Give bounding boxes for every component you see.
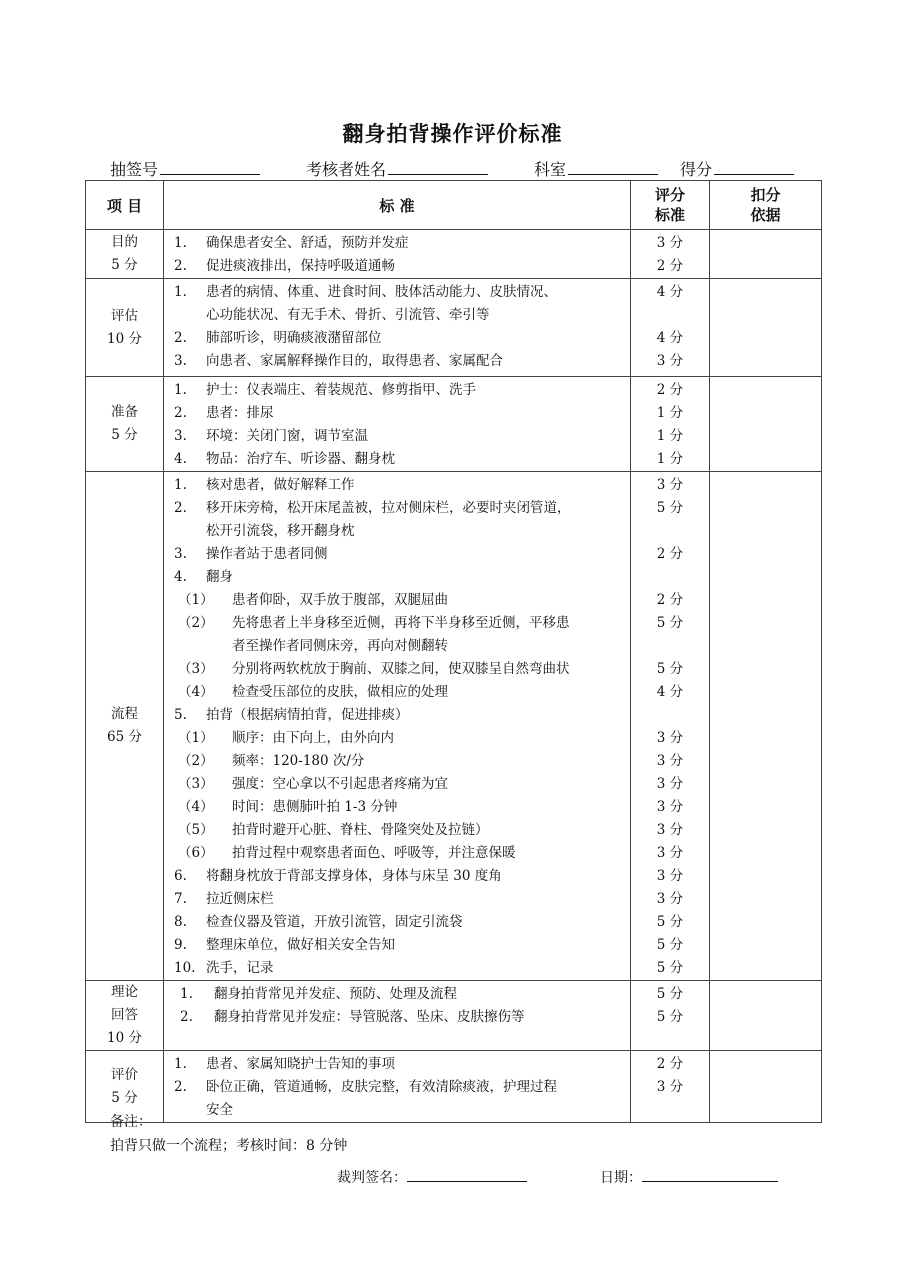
- standard-line: [164, 681, 630, 704]
- score-value: 3 分: [656, 845, 684, 861]
- standard-line: [164, 589, 630, 612]
- draw-number-field[interactable]: [110, 157, 260, 180]
- score-label: 得分: [680, 160, 713, 179]
- standard-number: （2）: [178, 753, 214, 769]
- header-score-standard-line2: 标准: [654, 206, 685, 224]
- standard-line: [164, 1099, 630, 1122]
- standard-number: 2.: [174, 405, 187, 421]
- section-name-cell: [86, 279, 164, 377]
- standard-number: （5）: [178, 822, 214, 838]
- standard-text: 检查仪器及管道，开放引流管，固定引流袋: [206, 914, 463, 930]
- standard-line: [164, 497, 630, 520]
- standard-number: 1.: [174, 284, 187, 300]
- date-field[interactable]: [600, 1167, 778, 1187]
- section-scores-cell: [631, 230, 710, 279]
- score-value: 5 分: [656, 661, 684, 677]
- standard-text: 整理床单位，做好相关安全告知: [206, 937, 395, 953]
- score-value: 5 分: [656, 1009, 684, 1025]
- standard-line: [164, 379, 630, 402]
- standard-text: 翻身拍背常见并发症：导管脱落、坠床、皮肤擦伤等: [214, 1009, 525, 1025]
- section-row: [86, 279, 822, 377]
- standard-number: 7.: [174, 891, 187, 907]
- section-standards-cell: [164, 377, 631, 472]
- score-value: 3 分: [656, 799, 684, 815]
- score-value: 4 分: [656, 330, 684, 346]
- standard-text: 核对患者，做好解释工作: [206, 477, 355, 493]
- standard-number: 1.: [180, 986, 193, 1002]
- section-scores-cell: [631, 279, 710, 377]
- standard-line: [164, 425, 630, 448]
- standard-line: [164, 796, 630, 819]
- standard-text: 患者：排尿: [206, 405, 274, 421]
- score-value: 5 分: [656, 960, 684, 976]
- section-scores-cell: [631, 981, 710, 1051]
- standard-number: （6）: [178, 845, 214, 861]
- standard-text: 将翻身枕放于背部支撑身体，身体与床呈 30 度角: [206, 868, 502, 884]
- judge-signature-label: 裁判签名：: [337, 1170, 407, 1186]
- score-value: [631, 635, 709, 658]
- section-scores-cell: [631, 1051, 710, 1123]
- section-name: 目的: [111, 234, 138, 250]
- standard-text: 护士：仪表端庄、着装规范、修剪指甲、洗手: [206, 382, 476, 398]
- section-name-cell: [86, 981, 164, 1051]
- header-deduction-basis: [710, 181, 822, 230]
- score-value: 2 分: [656, 546, 684, 562]
- standard-line: [164, 350, 630, 373]
- deduction-cell[interactable]: [710, 279, 822, 377]
- standard-line: [164, 566, 630, 589]
- header-score-standard-line1: 评分: [654, 186, 685, 204]
- standard-text: 拉近侧床栏: [206, 891, 274, 907]
- standard-line: [164, 543, 630, 566]
- score-value: 2 分: [656, 1056, 684, 1072]
- date-label: 日期：: [600, 1170, 642, 1186]
- section-row: [86, 981, 822, 1051]
- score-value: 3 分: [656, 353, 684, 369]
- standard-line: [164, 1006, 630, 1029]
- standard-line: [164, 658, 630, 681]
- standard-line: [164, 934, 630, 957]
- score-field[interactable]: [680, 157, 794, 180]
- score-value: 5 分: [656, 500, 684, 516]
- standard-text: 患者仰卧，双手放于腹部，双腿屈曲: [232, 592, 448, 608]
- evaluation-table: [85, 180, 822, 1123]
- department-label: 科室: [534, 160, 567, 179]
- examiner-name-blank[interactable]: [388, 158, 488, 175]
- standard-number: 10.: [174, 960, 196, 976]
- judge-signature-blank[interactable]: [407, 1169, 527, 1182]
- section-points: 65 分: [107, 729, 142, 745]
- department-blank[interactable]: [568, 158, 658, 175]
- examiner-name-label: 考核者姓名: [306, 160, 387, 179]
- header-standard: 标 准: [164, 181, 631, 230]
- section-name-cell: [86, 230, 164, 279]
- standard-line: [164, 327, 630, 350]
- section-name: 评价: [111, 1066, 138, 1083]
- standard-number: 9.: [174, 937, 187, 953]
- score-value: 3 分: [656, 477, 684, 493]
- section-points: 5 分: [111, 257, 138, 273]
- score-value: 4 分: [656, 684, 684, 700]
- standard-line: [164, 520, 630, 543]
- score-value: 3 分: [656, 1079, 684, 1095]
- section-row: [86, 230, 822, 279]
- standard-text: 时间：患侧肺叶拍 1-3 分钟: [232, 799, 398, 815]
- deduction-cell[interactable]: [710, 1051, 822, 1123]
- standard-number: 2.: [174, 258, 187, 274]
- standard-text: 移开床旁椅，松开床尾盖被，拉对侧床栏，必要时夹闭管道，: [206, 500, 571, 516]
- draw-number-blank[interactable]: [160, 158, 260, 175]
- standard-line: [164, 304, 630, 327]
- score-value: 5 分: [656, 937, 684, 953]
- deduction-cell[interactable]: [710, 377, 822, 472]
- standard-line: [164, 1053, 630, 1076]
- standard-line: [164, 704, 630, 727]
- section-name-cell: [86, 472, 164, 981]
- section-name-line2: 回答: [111, 1007, 138, 1023]
- section-standards-cell: [164, 1051, 631, 1123]
- standard-line: [164, 474, 630, 497]
- standard-number: （4）: [178, 684, 214, 700]
- standard-text: 安全: [206, 1102, 233, 1118]
- standard-number: 3.: [174, 428, 187, 444]
- score-value: 4 分: [656, 284, 684, 300]
- section-scores-cell: [631, 377, 710, 472]
- standard-line: [164, 842, 630, 865]
- standard-text: 拍背（根据病情拍背，促进排痰）: [206, 707, 409, 723]
- section-standards-cell: [164, 230, 631, 279]
- section-name: 流程: [111, 706, 138, 722]
- judge-signature[interactable]: [337, 1167, 527, 1187]
- standard-text: 者至操作者同侧床旁，再向对侧翻转: [232, 638, 448, 654]
- score-value: 3 分: [656, 776, 684, 792]
- standard-text: 操作者站于患者同侧: [206, 546, 328, 562]
- page-title: 翻身拍背操作评价标准: [342, 122, 563, 146]
- deduction-cell[interactable]: [710, 230, 822, 279]
- standard-number: 1.: [174, 382, 187, 398]
- score-value: 1 分: [656, 428, 684, 444]
- standard-line: [164, 983, 630, 1006]
- score-value: 1 分: [656, 451, 684, 467]
- standard-number: 2.: [174, 1079, 187, 1095]
- header-item: 项 目: [86, 181, 164, 230]
- examiner-name-field[interactable]: [306, 157, 488, 180]
- score-value: 5 分: [656, 986, 684, 1002]
- section-points: 10 分: [107, 330, 142, 347]
- draw-number-label: 抽签号: [110, 160, 159, 179]
- standard-number: （3）: [178, 661, 214, 677]
- score-value: 3 分: [656, 822, 684, 838]
- standard-text: 强度：空心拿以不引起患者疼痛为宜: [232, 776, 448, 792]
- notes-text: 拍背只做一个流程；考核时间：8 分钟: [110, 1138, 348, 1154]
- section-row: [86, 1051, 822, 1123]
- section-row: [86, 472, 822, 981]
- standard-text: 拍背过程中观察患者面色、呼吸等，并注意保暖: [232, 845, 516, 861]
- section-points: 5 分: [111, 1089, 138, 1106]
- section-scores-cell: [631, 472, 710, 981]
- standard-line: [164, 612, 630, 635]
- standard-text: 患者的病情、体重、进食时间、肢体活动能力、皮肤情况、: [206, 284, 557, 300]
- standard-number: （4）: [178, 799, 214, 815]
- score-value: 3 分: [656, 730, 684, 746]
- standard-line: [164, 750, 630, 773]
- header-deduction-line2: 依据: [750, 206, 781, 224]
- notes-label: 备注：: [110, 1114, 152, 1130]
- score-value: 3 分: [656, 891, 684, 907]
- standard-text: 确保患者安全、舒适，预防并发症: [206, 235, 409, 251]
- standard-number: 1.: [174, 1056, 187, 1072]
- deduction-cell[interactable]: [710, 981, 822, 1051]
- score-value: 5 分: [656, 615, 684, 631]
- score-value: 3 分: [656, 753, 684, 769]
- standard-text: 顺序：由下向上，由外向内: [232, 730, 394, 746]
- standard-line: [164, 255, 630, 278]
- standard-text: 促进痰液排出，保持呼吸道通畅: [206, 258, 395, 274]
- standard-number: （2）: [178, 615, 214, 631]
- section-name-cell: [86, 377, 164, 472]
- standard-text: 分别将两软枕放于胸前、双膝之间，使双膝呈自然弯曲状: [232, 661, 570, 677]
- score-value: 2 分: [656, 382, 684, 398]
- standard-text: 翻身拍背常见并发症、预防、处理及流程: [214, 986, 457, 1002]
- standard-text: 肺部听诊，明确痰液潴留部位: [206, 330, 382, 346]
- standard-line: [164, 819, 630, 842]
- standard-number: 2.: [180, 1009, 193, 1025]
- standard-line: [164, 727, 630, 750]
- score-value: [631, 1099, 709, 1122]
- standard-line: [164, 888, 630, 911]
- standard-text: 洗手，记录: [206, 960, 274, 976]
- standard-text: 卧位正确，管道通畅，皮肤完整，有效清除痰液，护理过程: [206, 1079, 557, 1095]
- date-blank[interactable]: [642, 1169, 778, 1182]
- section-standards-cell: [164, 472, 631, 981]
- standard-line: [164, 635, 630, 658]
- score-value: 1 分: [656, 405, 684, 421]
- section-standards-cell: [164, 981, 631, 1051]
- section-name: 评估: [111, 307, 138, 324]
- standard-line: [164, 402, 630, 425]
- score-value: [631, 304, 709, 327]
- standard-line: [164, 448, 630, 471]
- score-value: 5 分: [656, 914, 684, 930]
- standard-number: 4.: [174, 569, 187, 585]
- section-points: 10 分: [107, 1030, 142, 1046]
- standard-text: 检查受压部位的皮肤，做相应的处理: [232, 684, 448, 700]
- standard-number: 1.: [174, 235, 187, 251]
- standard-number: （1）: [178, 730, 214, 746]
- standard-text: 心功能状况、有无手术、骨折、引流管、牵引等: [206, 307, 490, 323]
- standard-line: [164, 773, 630, 796]
- standard-line: [164, 911, 630, 934]
- table-header-row: [86, 181, 822, 230]
- standard-text: 频率：120-180 次/分: [232, 753, 365, 769]
- standard-number: 4.: [174, 451, 187, 467]
- standard-number: （1）: [178, 592, 214, 608]
- standard-line: [164, 957, 630, 980]
- standard-text: 环境：关闭门窗，调节室温: [206, 428, 368, 444]
- standard-number: 5.: [174, 707, 187, 723]
- deduction-cell[interactable]: [710, 472, 822, 981]
- score-value: 3 分: [656, 868, 684, 884]
- score-blank[interactable]: [714, 158, 794, 175]
- standard-line: [164, 865, 630, 888]
- standard-text: 物品：治疗车、听诊器、翻身枕: [206, 451, 395, 467]
- standard-line: [164, 281, 630, 304]
- score-value: [631, 520, 709, 543]
- score-value: [631, 566, 709, 589]
- standard-number: 6.: [174, 868, 187, 884]
- section-name: 理论: [111, 984, 138, 1000]
- score-value: 3 分: [656, 235, 684, 251]
- sections-body: [86, 230, 822, 1123]
- standard-text: 向患者、家属解释操作目的，取得患者、家属配合: [206, 353, 503, 369]
- standard-number: 8.: [174, 914, 187, 930]
- standard-number: 3.: [174, 353, 187, 369]
- header-deduction-line1: 扣分: [750, 186, 781, 204]
- standard-line: [164, 1076, 630, 1099]
- standard-text: 患者、家属知晓护士告知的事项: [206, 1056, 395, 1072]
- header-score-standard: [631, 181, 710, 230]
- standard-line: [164, 232, 630, 255]
- section-points: 5 分: [111, 427, 138, 443]
- score-value: [631, 704, 709, 727]
- standard-number: 2.: [174, 500, 187, 516]
- standard-number: 3.: [174, 546, 187, 562]
- section-standards-cell: [164, 279, 631, 377]
- score-value: 2 分: [656, 592, 684, 608]
- standard-number: （3）: [178, 776, 214, 792]
- standard-number: 1.: [174, 477, 187, 493]
- department-field[interactable]: [534, 157, 658, 180]
- standard-number: 2.: [174, 330, 187, 346]
- standard-text: 拍背时避开心脏、脊柱、骨隆突处及拉链）: [232, 822, 489, 838]
- standard-text: 先将患者上半身移至近侧，再将下半身移至近侧，平移患: [232, 615, 570, 631]
- section-name: 准备: [111, 404, 138, 420]
- standard-text: 松开引流袋，移开翻身枕: [206, 523, 355, 539]
- section-row: [86, 377, 822, 472]
- score-value: 2 分: [656, 258, 684, 274]
- standard-text: 翻身: [206, 569, 233, 585]
